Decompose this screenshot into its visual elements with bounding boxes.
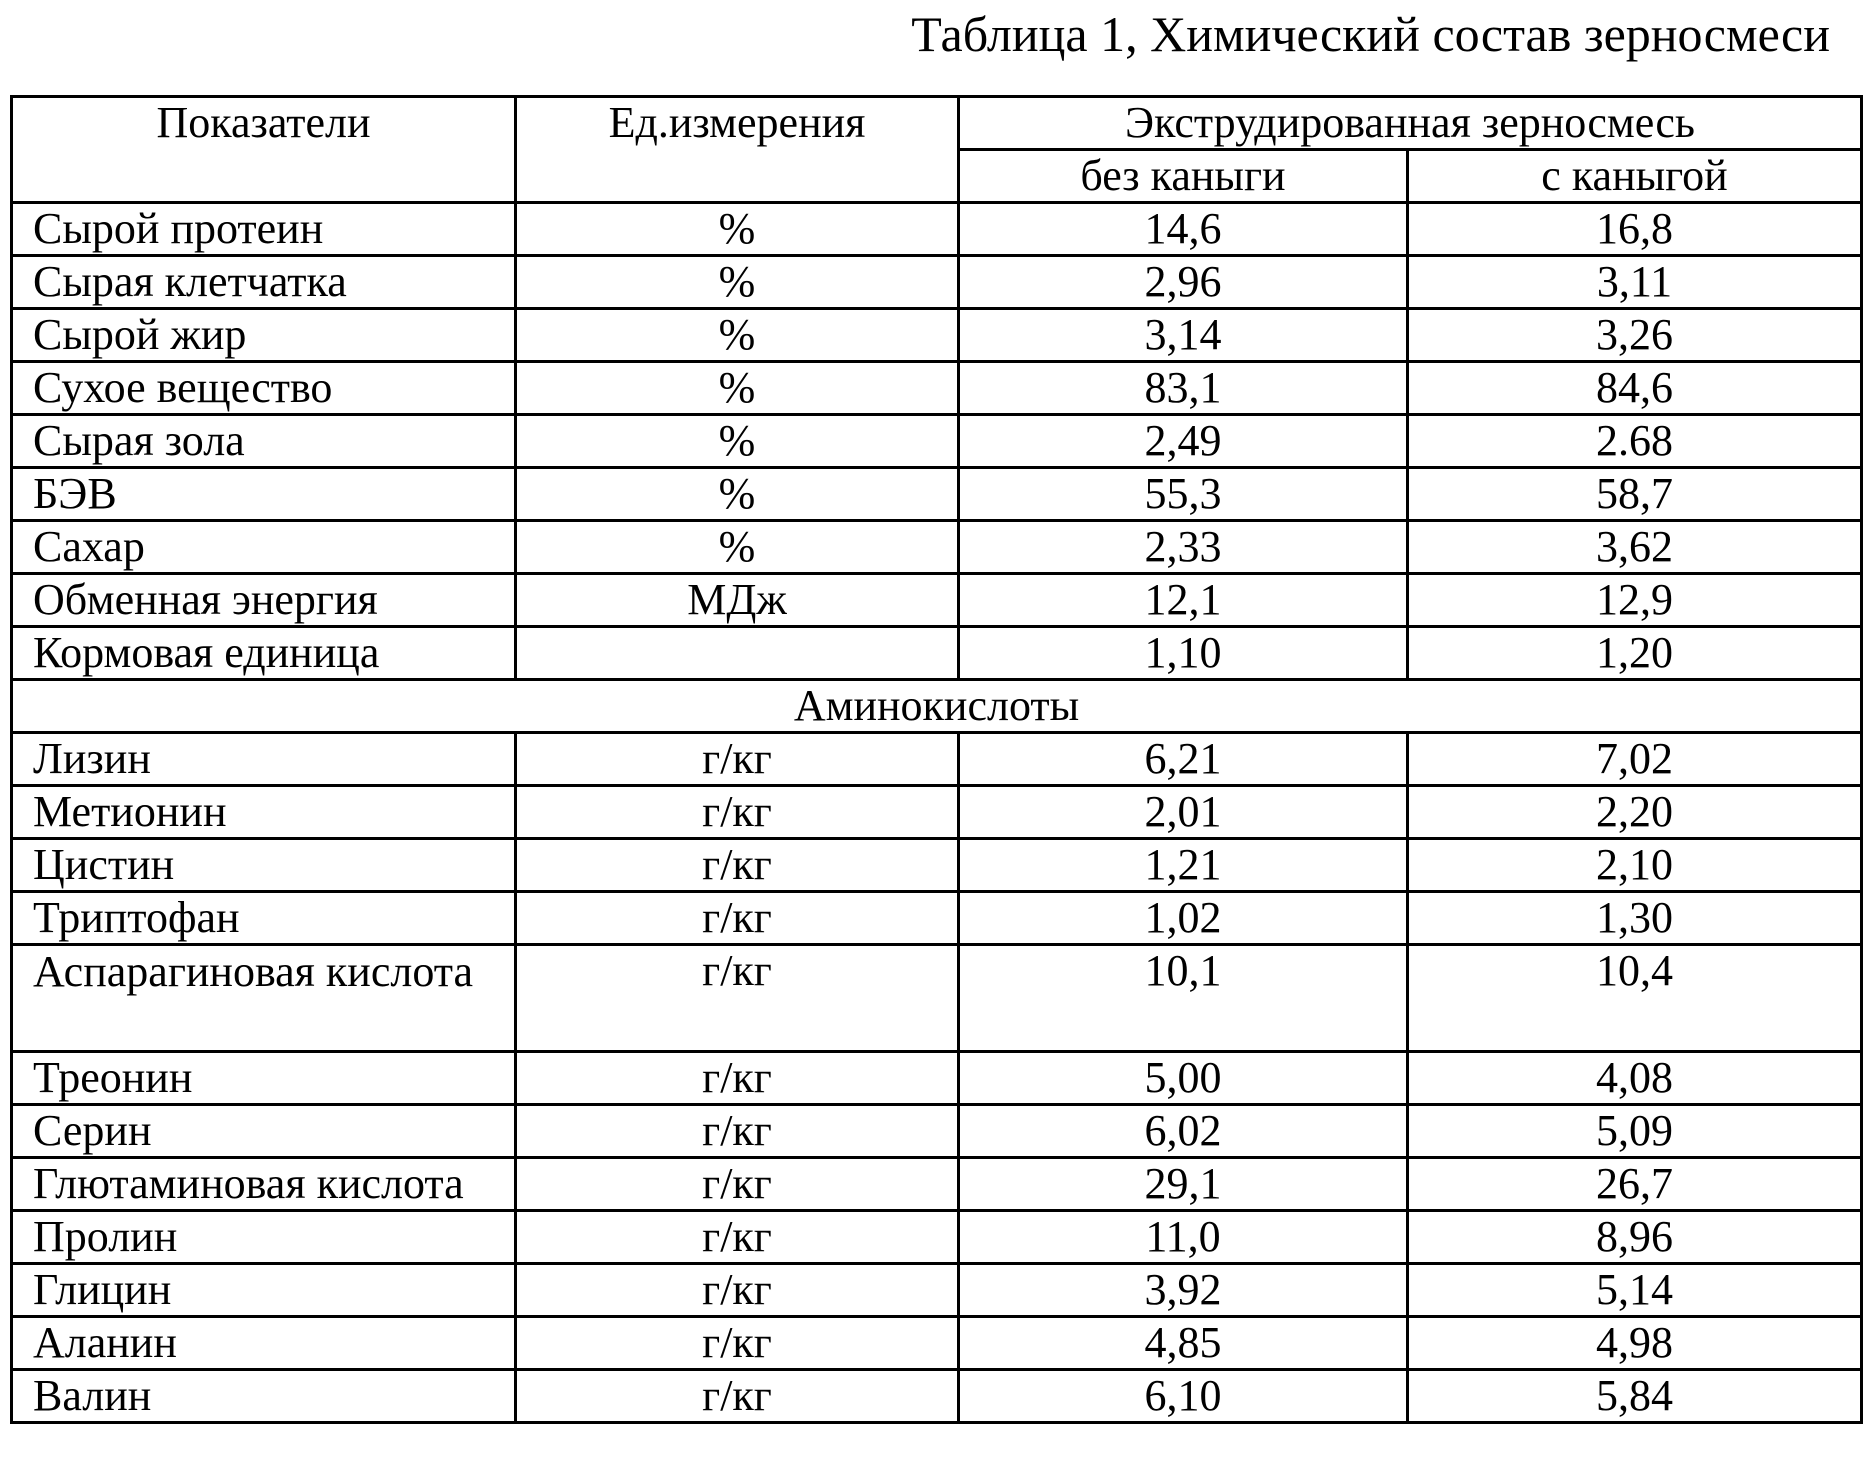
table-row [12,1317,1862,1370]
row-unit: % [516,521,959,574]
table-row [12,521,1862,574]
row-name: Сырая клетчатка [12,256,516,309]
value-with-kanyga: 2,10 [1408,839,1862,892]
table-row [12,256,1862,309]
value-without-kanyga: 29,1 [959,1158,1408,1211]
value-with-kanyga: 2.68 [1408,415,1862,468]
row-name: Аланин [12,1317,516,1370]
row-name: Кормовая единица [12,627,516,680]
table-row [12,1158,1862,1211]
value-without-kanyga: 6,10 [959,1370,1408,1423]
value-with-kanyga: 26,7 [1408,1158,1862,1211]
row-name: Метионин [12,786,516,839]
value-with-kanyga: 5,84 [1408,1370,1862,1423]
value-with-kanyga: 3,26 [1408,309,1862,362]
value-with-kanyga: 8,96 [1408,1211,1862,1264]
value-without-kanyga: 1,10 [959,627,1408,680]
table-row [12,1264,1862,1317]
header-without-kanyga: без каныги [959,150,1408,203]
row-name: Пролин [12,1211,516,1264]
table-row [12,1105,1862,1158]
row-unit: % [516,203,959,256]
value-without-kanyga: 10,1 [959,945,1408,1052]
chemical-composition-table [10,95,1863,1424]
row-name: Аспарагиновая кислота [12,945,516,1052]
row-unit: г/кг [516,945,959,1052]
value-without-kanyga: 55,3 [959,468,1408,521]
value-with-kanyga: 4,08 [1408,1052,1862,1105]
row-unit: г/кг [516,1052,959,1105]
row-unit: г/кг [516,1211,959,1264]
value-with-kanyga: 84,6 [1408,362,1862,415]
value-without-kanyga: 6,21 [959,733,1408,786]
value-without-kanyga: 6,02 [959,1105,1408,1158]
value-with-kanyga: 1,20 [1408,627,1862,680]
table-row [12,786,1862,839]
value-with-kanyga: 16,8 [1408,203,1862,256]
table-row [12,1211,1862,1264]
value-without-kanyga: 1,21 [959,839,1408,892]
amino-section [12,680,1862,733]
header-indicator: Показатели [12,97,516,203]
value-with-kanyga: 10,4 [1408,945,1862,1052]
value-with-kanyga: 1,30 [1408,892,1862,945]
row-unit: % [516,256,959,309]
value-with-kanyga: 3,11 [1408,256,1862,309]
row-name: Глютаминовая кислота [12,1158,516,1211]
row-unit: г/кг [516,1264,959,1317]
row-name: Лизин [12,733,516,786]
value-without-kanyga: 2,96 [959,256,1408,309]
table-row [12,627,1862,680]
value-without-kanyga: 5,00 [959,1052,1408,1105]
row-name: Глицин [12,1264,516,1317]
header-extruded-mix: Экструдированная зерносмесь [959,97,1862,150]
value-without-kanyga: 3,14 [959,309,1408,362]
value-with-kanyga: 3,62 [1408,521,1862,574]
value-without-kanyga: 1,02 [959,892,1408,945]
row-unit: г/кг [516,839,959,892]
row-name: Валин [12,1370,516,1423]
table-row [12,468,1862,521]
row-name: Триптофан [12,892,516,945]
row-name: Сырой жир [12,309,516,362]
value-without-kanyga: 3,92 [959,1264,1408,1317]
header-with-kanyga: с каныгой [1408,150,1862,203]
table-row [12,362,1862,415]
table-row [12,1052,1862,1105]
row-name: Сырая зола [12,415,516,468]
value-without-kanyga: 2,33 [959,521,1408,574]
value-without-kanyga: 4,85 [959,1317,1408,1370]
row-unit [516,627,959,680]
row-name: Сахар [12,521,516,574]
row-unit: г/кг [516,786,959,839]
row-name: Треонин [12,1052,516,1105]
value-without-kanyga: 12,1 [959,574,1408,627]
value-with-kanyga: 58,7 [1408,468,1862,521]
value-with-kanyga: 4,98 [1408,1317,1862,1370]
main-rows [12,203,1862,680]
table-caption: Таблица 1, Химический состав зерносмеси [911,6,1830,62]
value-with-kanyga: 7,02 [1408,733,1862,786]
row-unit: % [516,309,959,362]
table-row [12,309,1862,362]
header-unit: Ед.измерения [516,97,959,203]
table-row [12,733,1862,786]
row-unit: г/кг [516,892,959,945]
value-without-kanyga: 11,0 [959,1211,1408,1264]
row-unit: г/кг [516,1317,959,1370]
table-row [12,892,1862,945]
row-unit: г/кг [516,1370,959,1423]
row-name: Сырой протеин [12,203,516,256]
value-without-kanyga: 14,6 [959,203,1408,256]
row-unit: г/кг [516,733,959,786]
section-heading-amino-acids: Аминокислоты [12,680,1862,733]
row-unit: % [516,362,959,415]
table-row [12,203,1862,256]
value-with-kanyga: 5,14 [1408,1264,1862,1317]
value-with-kanyga: 12,9 [1408,574,1862,627]
table-row [12,1370,1862,1423]
value-without-kanyga: 2,01 [959,786,1408,839]
table-row [12,839,1862,892]
row-name: Обменная энергия [12,574,516,627]
row-name: Серин [12,1105,516,1158]
table-row [12,945,1862,1052]
table-row [12,415,1862,468]
row-unit: МДж [516,574,959,627]
amino-rows [12,733,1862,1423]
row-unit: % [516,468,959,521]
row-unit: г/кг [516,1105,959,1158]
row-name: Сухое вещество [12,362,516,415]
row-name: БЭВ [12,468,516,521]
value-without-kanyga: 83,1 [959,362,1408,415]
row-unit: г/кг [516,1158,959,1211]
value-with-kanyga: 5,09 [1408,1105,1862,1158]
value-with-kanyga: 2,20 [1408,786,1862,839]
row-name: Цистин [12,839,516,892]
table-row [12,574,1862,627]
value-without-kanyga: 2,49 [959,415,1408,468]
row-unit: % [516,415,959,468]
